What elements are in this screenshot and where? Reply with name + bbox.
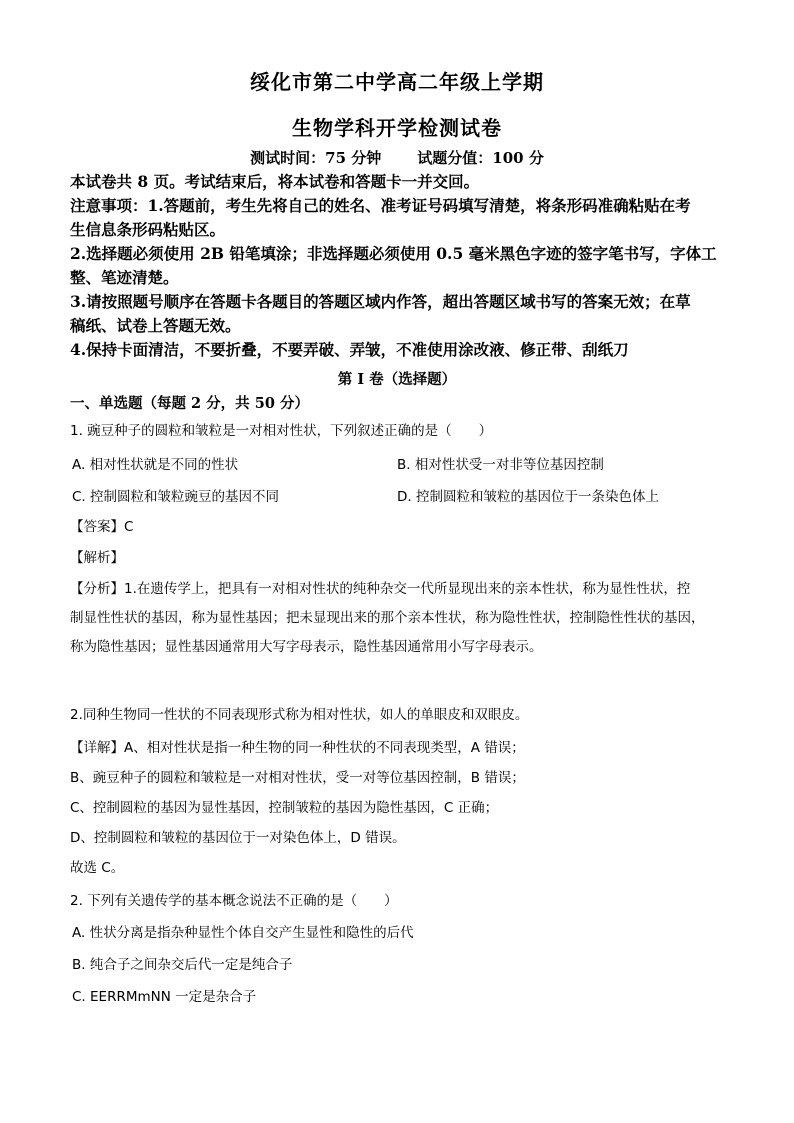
q1-choice-d: D. 控制圆粒和皱粒的基因位于一条染色体上: [397, 489, 659, 505]
q1-fenxi-line1: 【分析】1.在遗传学上，把具有一对相对性状的纯种杂交一代所显现出来的亲本性状，称为显性性状，控: [70, 581, 691, 597]
q1-xiangjie-b: B、豌豆种子的圆粒和皱粒是一对相对性状，受一对等位基因控制，B 错误；: [70, 770, 525, 786]
instruction-note1-b: 生信息条形码粘贴区。: [70, 220, 226, 239]
instruction-note3-a: 3.请按照题号顺序在答题卡各题目的答题区域内作答，超出答题区域书写的答案无效；在草: [70, 292, 691, 311]
instructions: [70, 170, 730, 362]
q1-fenxi-line3: 称为隐性基因；显性基因通常用大写字母表示，隐性基因通常用小写字母表示。: [70, 639, 543, 655]
q2-stem: 2. 下列有关遗传学的基本概念说法不正确的是（ ）: [70, 893, 398, 909]
exam-title-school: 绥化市第二中学高二年级上学期: [250, 70, 544, 94]
exam-meta: [0, 147, 794, 168]
q1-fenxi-line2: 制显性性状的基因，称为显性基因；把未显现出来的那个亲本性状，称为隐性性状，控制隐性性状的基因，: [70, 610, 705, 626]
instruction-note2-b: 整、笔迹清楚。: [70, 268, 179, 287]
q1-xiangjie-d: D、控制圆粒和皱粒的基因位于一对染色体上，D 错误。: [70, 830, 406, 846]
q1-fenxi: [70, 575, 734, 662]
instruction-note4: 4.保持卡面清洁，不要折叠，不要弄破、弄皱，不准使用涂改液、修正带、刮纸刀: [70, 340, 629, 359]
q2-choice-c: C. EERRMmNN 一定是杂合子: [72, 989, 257, 1005]
q1-answer: 【答案】C: [70, 519, 134, 535]
q2-choice-b: B. 纯合子之间杂交后代一定是纯合子: [72, 957, 293, 973]
q1-fenxi-line4: 2.同种生物同一性状的不同表现形式称为相对性状，如人的单眼皮和双眼皮。: [70, 707, 529, 723]
part-heading: 一、单选题（每题 2 分，共 50 分）: [70, 395, 309, 412]
test-score: 试题分值：100 分: [417, 149, 544, 167]
instruction-note2-a: 2.选择题必须使用 2B 铅笔填涂；非选择题必须使用 0.5 毫米黑色字迹的签字笔书写，字体工: [70, 244, 717, 263]
q1-choice-b: B. 相对性状受一对非等位基因控制: [397, 457, 604, 473]
instruction-note3-b: 稿纸、试卷上答题无效。: [70, 316, 241, 335]
part-title: 第 I 卷（选择题）: [337, 371, 457, 388]
q2-choice-a: A. 性状分离是指杂种显性个体自交产生显性和隐性的后代: [72, 925, 414, 941]
instruction-intro: 本试卷共 8 页。考试结束后，将本试卷和答题卡一并交回。: [70, 172, 480, 191]
q1-xiangjie-c: C、控制圆粒的基因为显性基因，控制皱粒的基因为隐性基因，C 正确；: [70, 800, 499, 816]
q1-analysis-tag: 【解析】: [70, 550, 124, 566]
q1-stem: 1. 豌豆种子的圆粒和皱粒是一对相对性状，下列叙述正确的是（ ）: [70, 423, 493, 439]
test-time: 测试时间：75 分钟: [250, 149, 382, 167]
q1-choice-c: C. 控制圆粒和皱粒豌豆的基因不同: [72, 489, 280, 505]
instruction-note1-a: 注意事项：1.答题前，考生先将自己的姓名、准考证号码填写清楚，将条形码准确粘贴在考: [70, 196, 691, 215]
q1-xiangjie: [70, 733, 730, 883]
q1-xiangjie-a: 【详解】A、相对性状是指一种生物的同一种性状的不同表现类型，A 错误；: [70, 740, 525, 756]
exam-title-subject: 生物学科开学检测试卷: [292, 116, 502, 140]
q1-conclusion: 故选 C。: [70, 860, 125, 876]
q1-choice-a: A. 相对性状就是不同的性状: [72, 457, 239, 473]
